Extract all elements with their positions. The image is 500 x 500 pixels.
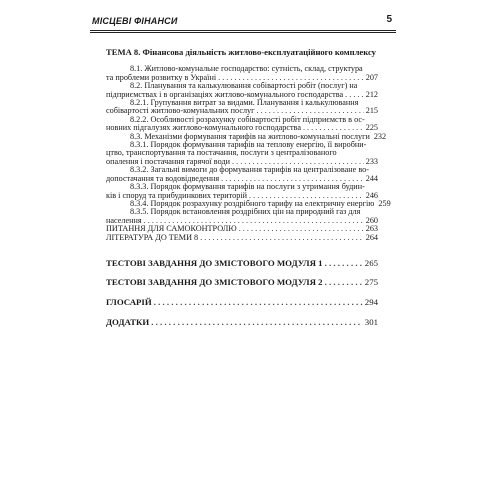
toc-subitem	[106, 65, 378, 82]
toc-subitem-text: допостачання та водовідведення	[106, 173, 220, 183]
header-rule	[90, 30, 396, 31]
table-of-contents	[106, 47, 391, 328]
toc-section-page: 275	[364, 277, 378, 288]
toc-section-label: ТЕСТОВІ ЗАВДАННЯ ДО ЗМІСТОВОГО МОДУЛЯ 1	[106, 257, 323, 268]
toc-subitem-text: 8.3. Механізми формування тарифів на житлово-комунальні послуги	[130, 131, 370, 141]
toc-section-label: ДОДАТКИ	[106, 317, 150, 328]
toc-subitem-text: підприємствах і в організаціях житлово-комунального господарства	[106, 89, 344, 99]
toc-section-page: 265	[364, 257, 378, 268]
toc-chapter-title: ТЕМА 8. Фінансова діяльність житлово-експлуатаційного комплексу	[106, 47, 376, 57]
toc-questions-page: 263	[365, 224, 378, 234]
toc-literature	[106, 234, 378, 242]
running-header	[90, 13, 396, 29]
leader-dots	[325, 259, 363, 267]
toc-subitem-text: 8.2. Планування та калькулювання собівартості робіт (послуг) на	[130, 81, 358, 91]
toc-subitem-text: 8.2.1. Групування витрат за видами. Планування і калькулювання	[130, 98, 359, 108]
toc-subitem-text: 8.3.5. Порядок встановлення роздрібних цін на природний газ для	[130, 207, 361, 217]
toc-questions-label: ПИТАННЯ ДЛЯ САМОКОНТРОЛЮ	[106, 224, 237, 234]
toc-section	[106, 278, 378, 286]
toc-subitem-page: 212	[365, 89, 378, 99]
toc-subitem-text: опалення і постачання гарячої води	[106, 156, 231, 166]
toc-subitem-text: 8.3.3. Порядок формування тарифів на послуги з утримання будин-	[130, 182, 365, 192]
toc-literature-label: ЛІТЕРАТУРА ДО ТЕМИ 8	[106, 232, 199, 242]
toc-subitem-page: 225	[365, 123, 378, 133]
toc-section-label: ГЛОСАРІЙ	[106, 296, 152, 307]
toc-subitem	[106, 141, 378, 166]
toc-subitem-text: та проблеми розвитку в Україні	[106, 72, 217, 82]
toc-subitem	[106, 166, 378, 183]
toc-subitem-page: 215	[365, 106, 378, 116]
leader-dots	[151, 318, 363, 326]
toc-section-label: ТЕСТОВІ ЗАВДАННЯ ДО ЗМІСТОВОГО МОДУЛЯ 2	[106, 277, 323, 288]
toc-section	[106, 298, 378, 306]
toc-subitem-text: 8.3.1. Порядок формування тарифів на теплову енергію, її виробни-	[130, 140, 367, 150]
toc-subitem	[106, 82, 378, 99]
toc-subitem	[106, 99, 378, 116]
toc-subitem-text: населення	[106, 215, 142, 225]
toc-subitem-page: 232	[373, 131, 387, 141]
toc-subitem-text: 8.3.4. Порядок розрахунку роздрібного тарифу на електричну енергію	[130, 198, 375, 208]
leader-dots	[200, 234, 364, 242]
toc-subitem-text: 8.1. Житлово-комунальне господарство: сутність, склад, структура	[130, 64, 363, 74]
toc-literature-page: 264	[365, 232, 378, 242]
toc-chapter-8	[106, 48, 378, 56]
leader-dots	[325, 278, 363, 286]
toc-subitem-page: 244	[365, 173, 378, 183]
toc-subitem-text: 8.2.2. Особливості розрахунку собівартості робіт підприємств в ос-	[130, 114, 365, 124]
toc-section	[106, 259, 378, 267]
toc-subitem-text: новних підгалузях житлово-комунального господарства	[106, 123, 301, 133]
toc-section-page: 301	[364, 317, 378, 328]
toc-sections	[106, 259, 378, 327]
toc-subitem	[106, 208, 378, 225]
running-header-title: МІСЦЕВІ ФІНАНСИ	[92, 16, 178, 26]
toc-subitem-page: 259	[378, 198, 391, 208]
toc-subitem-text: ків і споруд та прибудинкових територій	[106, 190, 247, 200]
toc-subitem-page: 260	[365, 215, 378, 225]
toc-subitem-page: 233	[365, 156, 378, 166]
header-rule-thin	[90, 32, 396, 33]
leader-dots	[154, 298, 363, 306]
toc-subitem	[106, 116, 378, 133]
toc-subitem	[106, 183, 378, 200]
toc-section-page: 294	[364, 296, 378, 307]
toc-subitem-text: цтво, транспортування та постачання, послуги з централізованого	[106, 148, 337, 158]
toc-subitem-page: 207	[365, 72, 378, 82]
toc-subitem-page: 246	[365, 190, 378, 200]
toc-subitems	[106, 64, 391, 225]
page-number: 5	[386, 14, 392, 25]
toc-subitem-text: собівартості житлово-комунальних послуг	[106, 106, 255, 116]
toc-subitem-text: 8.3.2. Загальні вимоги до формування тарифів на централізоване во-	[130, 165, 369, 175]
toc-section	[106, 318, 378, 326]
leader-dots	[239, 225, 364, 233]
